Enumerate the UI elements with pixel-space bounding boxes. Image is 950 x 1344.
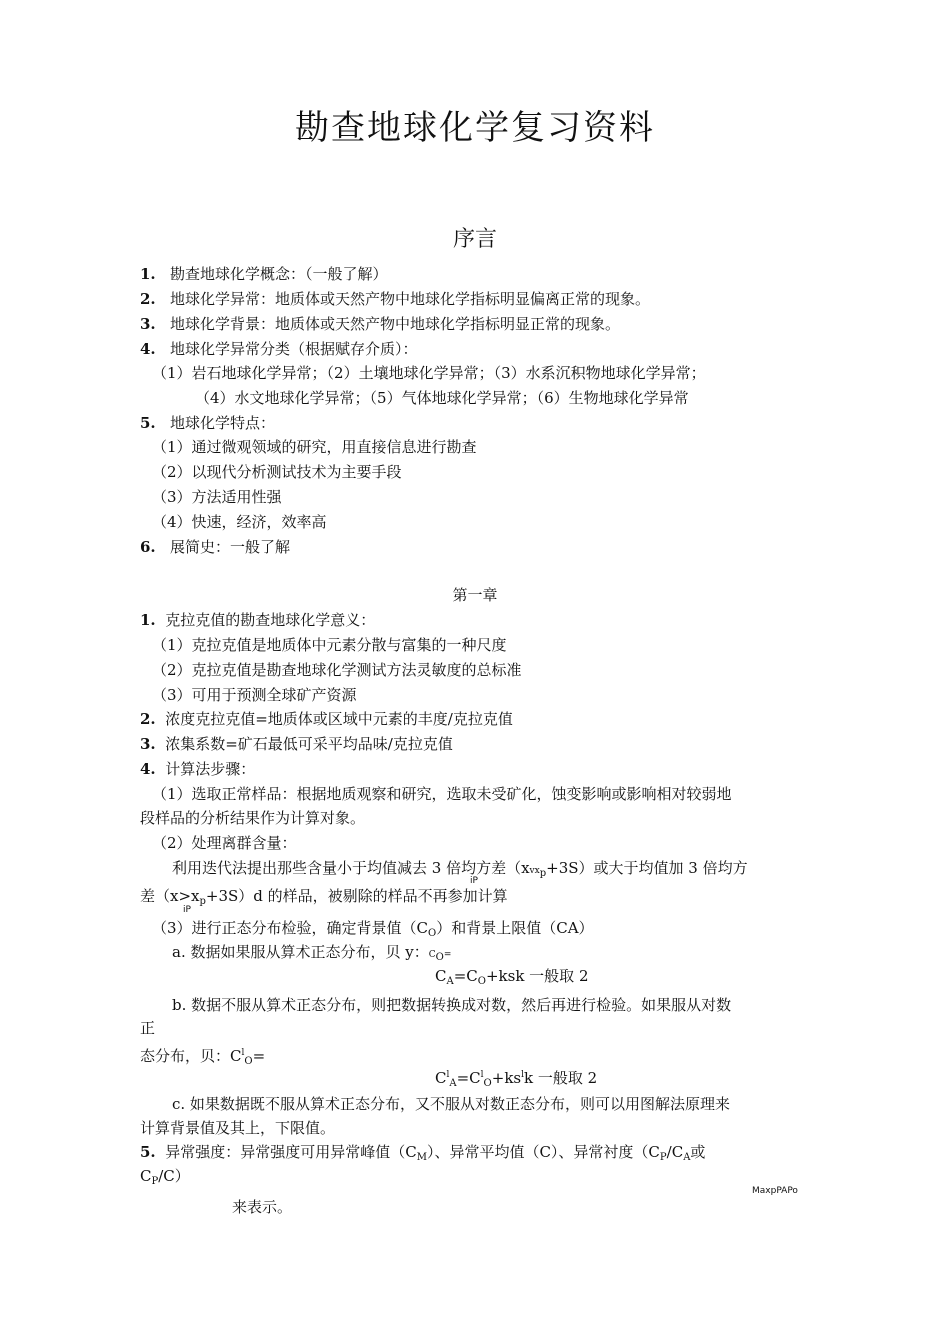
text-run: （3）进行正态分布检验，确定背景值（C: [152, 919, 429, 937]
formula-subscript-mark: MaxpPAPo: [752, 1186, 798, 1196]
item-number: 6.: [140, 538, 156, 556]
text-run: 异常强度：异常强度可用异常峰值（C: [165, 1143, 417, 1161]
subscript: O: [483, 1078, 492, 1089]
text-run: 或: [690, 1143, 706, 1161]
chapter-item-5-end: 来表示。: [232, 1198, 293, 1216]
item-number: 2.: [140, 710, 156, 728]
chapter-item-1-sub-3: （3）可用于预测全球矿产资源: [152, 686, 357, 704]
preface-item-6: [140, 537, 290, 557]
text-run: =C: [453, 967, 478, 985]
item-text: 地球化学特点：: [169, 414, 275, 432]
chapter-item-5-wrap: [140, 1166, 190, 1192]
text-run: C: [435, 1069, 447, 1087]
subscript: M: [416, 1152, 427, 1163]
chapter-item-4-sub-1-line-1: （1）选取正常样品：根据地质观察和研究，选取未受矿化，蚀变影响或影响相对较弱地: [152, 785, 732, 803]
preface-item-5-sub-2: （2）以现代分析测试技术为主要手段: [152, 463, 402, 481]
lognormal-formula: [435, 1065, 597, 1094]
lognormal-case-line-1: [172, 995, 731, 1015]
item-text: 展简史：一般了解: [169, 538, 290, 556]
chapter-item-4-sub-1-line-2: 段样品的分析结果作为计算对象。: [140, 809, 366, 827]
item-text: 地球化学异常：地质体或天然产物中地球化学指标明显偏离正常的现象。: [169, 290, 650, 308]
item-number: 3.: [140, 315, 156, 333]
lognormal-case-line-2: [140, 1043, 265, 1072]
text-run: C: [435, 967, 447, 985]
text-run: 利用迭代法提出那些含量小于均值减去 3 倍均方差（x: [172, 859, 530, 877]
item-text: 计算法步骤：: [165, 760, 256, 778]
item-number: 5.: [140, 1143, 156, 1161]
text-run: =: [443, 950, 452, 960]
text-run: ）和背景上限值（CA）: [436, 919, 594, 937]
text-run: =C: [456, 1069, 481, 1087]
ip-subscript-mark: iP: [183, 905, 191, 915]
chapter-item-1-sub-2: （2）克拉克值是勘查地球化学测试方法灵敏度的总标准: [152, 661, 522, 679]
chapter-item-1-sub-1: （1）克拉克值是地质体中元素分散与富集的一种尺度: [152, 636, 507, 654]
item-text: 浓度克拉克值=地质体或区域中元素的丰度/克拉克值: [165, 710, 513, 728]
item-number: 2.: [140, 290, 156, 308]
text-run: C: [140, 1167, 152, 1185]
item-text: 克拉克值的勘查地球化学意义：: [165, 611, 376, 629]
outlier-formula-line-1: [172, 858, 748, 884]
item-number: 4.: [140, 760, 156, 778]
text-run: +3S）或大于均值加 3 倍均方: [546, 859, 748, 877]
preface-item-4-sub-b: （4）水文地球化学异常；（5）气体地球化学异常；（6）生物地球化学异常: [195, 389, 689, 407]
preface-item-1: [140, 264, 388, 284]
superscript: l: [446, 1070, 450, 1080]
subscript: p: [199, 896, 206, 907]
text-run: +3S）d 的样品，被剔除的样品不再参加计算: [205, 887, 508, 905]
preface-item-5: [140, 413, 275, 433]
ip-subscript-mark: iP: [470, 876, 478, 886]
item-number: 1.: [140, 265, 156, 283]
superscript: l: [521, 1070, 524, 1080]
chapter-item-2: [140, 709, 513, 729]
subscript: O: [477, 976, 486, 987]
document-title: 勘查地球化学复习资料: [295, 108, 655, 148]
text-run: b. 数据不服从算术正态分布，则把数据转换成对数，然后再进行检验。如果服从对数: [172, 996, 732, 1014]
chapter-item-5: [140, 1142, 705, 1168]
item-text: 勘查地球化学概念：（一般了解）: [169, 265, 388, 283]
text-run: 差（x>x: [140, 887, 200, 905]
preface-item-5-sub-4: （4）快速，经济，效率高: [152, 513, 327, 531]
subscript: A: [446, 976, 454, 987]
superscript: l: [480, 1070, 484, 1080]
normal-distribution-formula: [435, 966, 589, 992]
graphical-case-line-1: c. 如果数据既不服从算术正态分布，又不服从对数正态分布，则可以用图解法原理来: [172, 1095, 730, 1113]
chapter-item-1: [140, 610, 375, 630]
item-number: 3.: [140, 735, 156, 753]
preface-item-2: [140, 289, 650, 309]
text-run: C: [428, 950, 436, 960]
text-run: a. 数据如果服从算术正态分布，贝 y：: [172, 943, 429, 961]
subscript: p: [539, 868, 547, 879]
chapter-item-4: [140, 759, 255, 779]
preface-item-5-sub-1: （1）通过微观领域的研究，用直接信息进行勘查: [152, 438, 477, 456]
lognormal-case-line-1-wrap: 正: [140, 1019, 156, 1037]
chapter-item-4-sub-2: （2）处理离群含量：: [152, 834, 297, 852]
text-run: /C: [666, 1143, 684, 1161]
text-run: 态分布，贝：C: [140, 1047, 242, 1065]
superscript: l: [241, 1048, 245, 1058]
text-run: +ks: [491, 1069, 522, 1087]
text-run: k 一般取 2: [524, 1069, 598, 1087]
item-text: 地球化学异常分类（根据赋存介质）：: [169, 340, 418, 358]
subscript: A: [449, 1078, 457, 1089]
subscript: A: [683, 1152, 691, 1163]
item-number: 5.: [140, 414, 156, 432]
text-run: +ksk 一般取 2: [485, 967, 589, 985]
text-run: =: [252, 1047, 266, 1065]
text-run: ）、异常平均值（C）、异常衬度（C: [426, 1143, 660, 1161]
normal-distribution-case: [172, 942, 451, 968]
preface-heading: 序言: [452, 227, 497, 252]
chapter-item-3: [140, 734, 453, 754]
subscript: P: [151, 1176, 159, 1187]
text-run: /C）: [158, 1167, 190, 1185]
subscript: O: [428, 928, 437, 939]
preface-item-3: [140, 314, 620, 334]
preface-item-5-sub-3: （3）方法适用性强: [152, 488, 282, 506]
preface-item-4: [140, 339, 418, 359]
chapter-item-4-sub-3: [152, 918, 594, 944]
graphical-case-line-2: 计算背景值及其上，下限值。: [140, 1119, 336, 1137]
item-number: 4.: [140, 340, 156, 358]
item-text: 浓集系数=矿石最低可采平均品味/克拉克值: [165, 735, 453, 753]
preface-item-4-sub-a: （1）岩石地球化学异常；（2）土壤地球化学异常；（3）水系沉积物地球化学异常；: [152, 364, 706, 382]
text-run: vx: [529, 866, 540, 876]
item-text: 地球化学背景：地质体或天然产物中地球化学指标明显正常的现象。: [169, 315, 620, 333]
subscript: P: [659, 1152, 667, 1163]
chapter-1-heading: 第一章: [452, 586, 498, 604]
subscript: O: [244, 1056, 253, 1067]
item-number: 1.: [140, 611, 156, 629]
subscript: O: [435, 952, 444, 963]
outlier-formula-line-2: [140, 886, 508, 912]
